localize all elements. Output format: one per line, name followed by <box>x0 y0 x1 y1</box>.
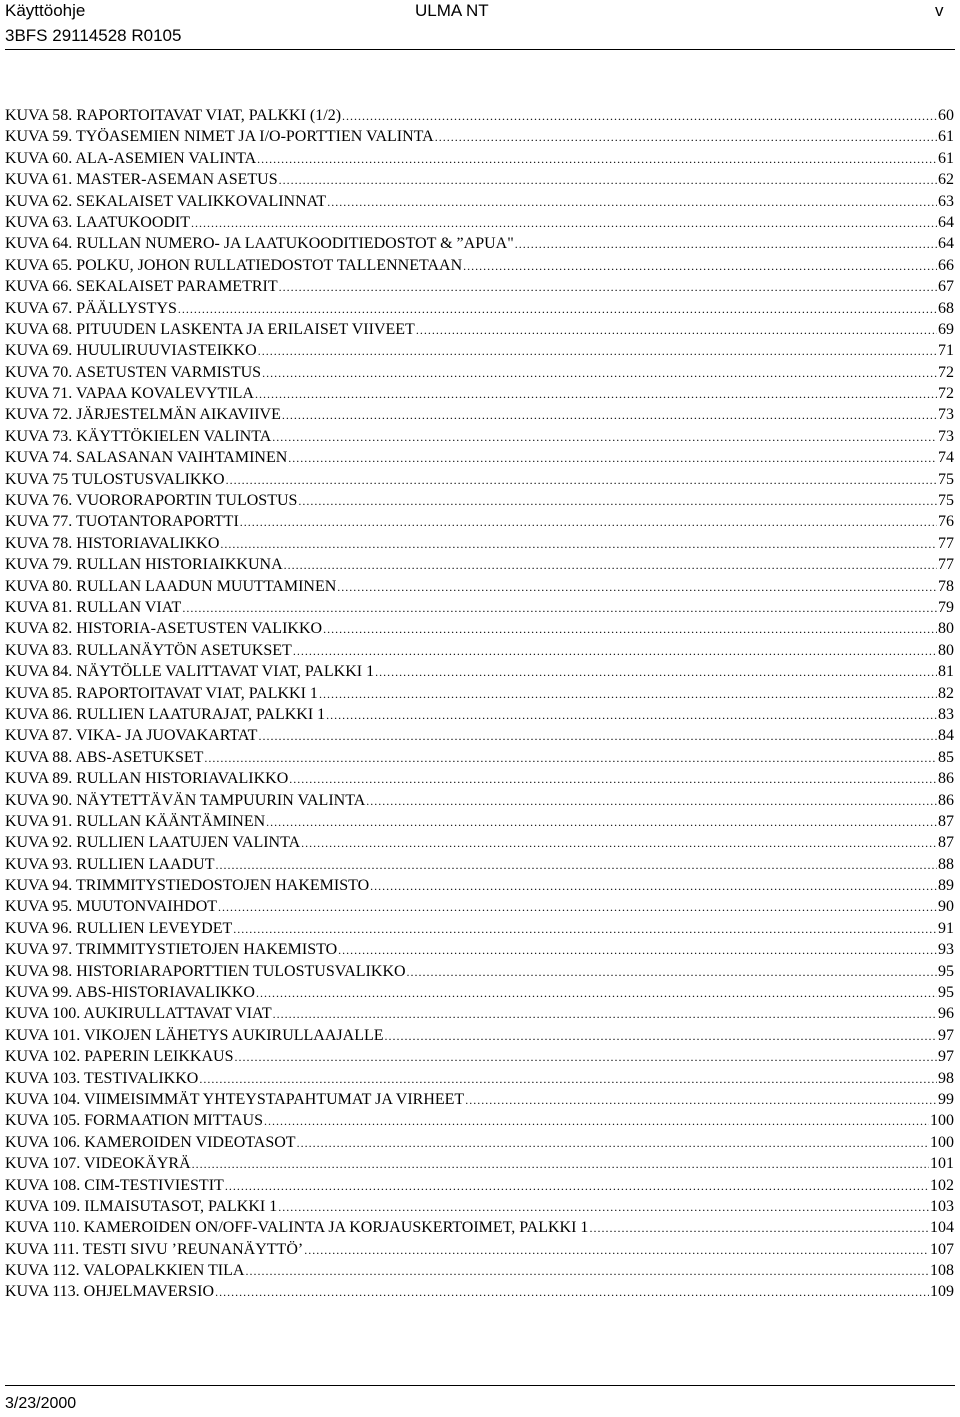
toc-entry[interactable] <box>5 576 954 597</box>
toc-entry[interactable] <box>5 148 954 169</box>
toc-entry[interactable] <box>5 362 954 383</box>
toc-entry-page: 60 <box>938 107 954 124</box>
toc-entry-title: KUVA 99. ABS-HISTORIAVALIKKO <box>5 984 255 1002</box>
toc-entry[interactable] <box>5 1239 954 1260</box>
toc-entry-page: 77 <box>938 556 954 574</box>
toc-dot-leader <box>218 897 937 918</box>
toc-entry[interactable] <box>5 426 954 447</box>
toc-dot-leader <box>234 1047 937 1068</box>
toc-entry-title: KUVA 78. HISTORIAVALIKKO <box>5 534 220 552</box>
toc-entry[interactable] <box>5 961 954 982</box>
toc-entry-page: 83 <box>938 705 954 723</box>
toc-dot-leader <box>264 1111 929 1132</box>
toc-entry-title: KUVA 93. RULLIEN LAADUT <box>5 855 215 873</box>
toc-entry-title: KUVA 79. RULLAN HISTORIAIKKUNA <box>5 556 283 574</box>
toc-entry-title: KUVA 102. PAPERIN LEIKKAUS <box>5 1048 234 1066</box>
toc-entry-title: KUVA 103. TESTIVALIKKO <box>5 1069 199 1087</box>
toc-dot-leader <box>342 106 937 127</box>
toc-entry-title: KUVA 113. OHJELMAVERSIO <box>5 1283 215 1301</box>
toc-entry-page: 81 <box>938 663 954 681</box>
toc-dot-leader <box>326 705 937 726</box>
toc-dot-leader <box>272 427 937 448</box>
toc-entry[interactable] <box>5 597 954 618</box>
footer-divider <box>5 1385 955 1386</box>
page-header <box>5 0 955 50</box>
toc-dot-leader <box>266 812 937 833</box>
toc-entry-page: 62 <box>938 171 954 189</box>
toc-dot-leader <box>298 491 937 512</box>
header-divider <box>5 49 955 50</box>
toc-dot-leader <box>416 320 937 341</box>
toc-entry-page: 87 <box>938 812 954 830</box>
toc-entry-title: KUVA 100. AUKIRULLATTAVAT VIAT <box>5 1005 272 1023</box>
toc-entry-page: 98 <box>938 1069 954 1087</box>
toc-entry-page: 66 <box>938 256 954 274</box>
toc-dot-leader <box>385 1026 937 1047</box>
toc-entry-title: KUVA 58. RAPORTOITAVAT VIAT, PALKKI (1/2) <box>5 107 342 124</box>
toc-entry-page: 107 <box>930 1240 954 1258</box>
toc-entry-title: KUVA 112. VALOPALKKIEN TILA <box>5 1262 245 1280</box>
toc-dot-leader <box>178 299 937 320</box>
toc-entry[interactable] <box>5 255 954 276</box>
toc-entry-title: KUVA 60. ALA-ASEMIEN VALINTA <box>5 149 257 167</box>
toc-entry-page: 95 <box>938 984 954 1002</box>
toc-entry-page: 91 <box>938 919 954 937</box>
toc-dot-leader <box>256 983 937 1004</box>
toc-entry-page: 80 <box>938 620 954 638</box>
toc-entry-title: KUVA 83. RULLANÄYTÖN ASETUKSET <box>5 641 292 659</box>
toc-entry-title: KUVA 110. KAMEROIDEN ON/OFF-VALINTA JA KORJAUSKERTOIMET, PALKKI 1 <box>5 1219 589 1237</box>
toc-entry-page: 86 <box>938 770 954 788</box>
toc-entry-page: 90 <box>938 898 954 916</box>
toc-entry-title: KUVA 68. PITUUDEN LASKENTA JA ERILAISET VIIVEET <box>5 320 415 338</box>
toc-entry-page: 85 <box>938 748 954 766</box>
toc-dot-leader <box>289 769 937 790</box>
page-number-roman: v <box>935 1 944 20</box>
toc-entry[interactable] <box>5 811 954 832</box>
toc-entry[interactable] <box>5 875 954 896</box>
toc-entry-title: KUVA 65. POLKU, JOHON RULLATIEDOSTOT TALLENNETAAN <box>5 256 463 274</box>
toc-entry-title: KUVA 84. NÄYTÖLLE VALITTAVAT VIAT, PALKKI 1 <box>5 663 375 681</box>
toc-dot-leader <box>258 726 937 747</box>
toc-entry-page: 93 <box>938 941 954 959</box>
document-type: Käyttöohje <box>5 1 86 20</box>
toc-dot-leader <box>240 512 937 533</box>
toc-dot-leader <box>278 1197 929 1218</box>
toc-entry-title: KUVA 96. RULLIEN LEVEYDET <box>5 919 233 937</box>
toc-entry-page: 78 <box>938 577 954 595</box>
toc-entry-page: 89 <box>938 877 954 895</box>
toc-entry-title: KUVA 104. VIIMEISIMMÄT YHTEYSTAPAHTUMAT JA VIRHEET <box>5 1090 465 1108</box>
product-name: ULMA NT <box>415 1 489 20</box>
toc-entry[interactable] <box>5 469 954 490</box>
toc-entry-title: KUVA 77. TUOTANTORAPORTTI <box>5 513 239 531</box>
toc-entry[interactable] <box>5 832 954 853</box>
toc-dot-leader <box>366 791 937 812</box>
toc-dot-leader <box>323 619 937 640</box>
toc-entry-page: 100 <box>930 1133 954 1151</box>
toc-entry[interactable] <box>5 233 954 254</box>
toc-entry[interactable] <box>5 533 954 554</box>
toc-entry-title: KUVA 86. RULLIEN LAATURAJAT, PALKKI 1 <box>5 705 326 723</box>
toc-entry-page: 100 <box>930 1112 954 1130</box>
toc-entry[interactable] <box>5 1110 954 1131</box>
toc-dot-leader <box>258 341 937 362</box>
toc-dot-leader <box>319 684 937 705</box>
toc-entry[interactable] <box>5 618 954 639</box>
toc-entry-page: 103 <box>930 1197 954 1215</box>
toc-dot-leader <box>233 919 937 940</box>
toc-entry-page: 75 <box>938 470 954 488</box>
toc-entry-page: 72 <box>938 385 954 403</box>
toc-entry-page: 68 <box>938 299 954 317</box>
toc-dot-leader <box>463 256 937 277</box>
toc-entry[interactable] <box>5 896 954 917</box>
toc-entry-title: KUVA 71. VAPAA KOVALEVYTILA <box>5 385 254 403</box>
toc-entry[interactable] <box>5 1175 954 1196</box>
toc-entry[interactable] <box>5 1196 954 1217</box>
toc-entry-title: KUVA 89. RULLAN HISTORIAVALIKKO <box>5 770 289 788</box>
toc-entry-title: KUVA 62. SEKALAISET VALIKKOVALINNAT <box>5 192 327 210</box>
toc-entry[interactable] <box>5 1281 954 1302</box>
toc-entry-title: KUVA 111. TESTI SIVU ’REUNANÄYTTÖ’ <box>5 1240 304 1258</box>
toc-entry[interactable] <box>5 768 954 789</box>
toc-entry-page: 61 <box>938 149 954 167</box>
toc-entry-page: 86 <box>938 791 954 809</box>
toc-dot-leader <box>215 1282 929 1303</box>
document-id: 3BFS 29114528 R0105 <box>5 26 182 45</box>
toc-entry[interactable] <box>5 640 954 661</box>
toc-entry[interactable] <box>5 1025 954 1046</box>
toc-dot-leader <box>182 598 937 619</box>
toc-entry-title: KUVA 69. HUULIRUUVIASTEIKKO <box>5 342 257 360</box>
toc-dot-leader <box>245 1261 929 1282</box>
toc-entry[interactable] <box>5 747 954 768</box>
toc-entry-title: KUVA 66. SEKALAISET PARAMETRIT <box>5 278 278 296</box>
toc-dot-leader <box>337 577 937 598</box>
toc-entry-title: KUVA 105. FORMAATION MITTAUS <box>5 1112 263 1130</box>
toc-entry-title: KUVA 94. TRIMMITYSTIEDOSTOJEN HAKEMISTO <box>5 877 370 895</box>
toc-entry[interactable] <box>5 725 954 746</box>
toc-entry-page: 102 <box>930 1176 954 1194</box>
toc-entry[interactable] <box>5 105 954 126</box>
toc-dot-leader <box>192 1154 929 1175</box>
toc-entry-title: KUVA 106. KAMEROIDEN VIDEOTASOT <box>5 1133 296 1151</box>
toc-entry-title: KUVA 72. JÄRJESTELMÄN AIKAVIIVE <box>5 406 281 424</box>
toc-dot-leader <box>225 1176 929 1197</box>
toc-entry-page: 73 <box>938 406 954 424</box>
toc-entry[interactable] <box>5 661 954 682</box>
toc-entry[interactable] <box>5 276 954 297</box>
toc-entry-title: KUVA 92. RULLIEN LAATUJEN VALINTA <box>5 834 301 852</box>
toc-entry-title: KUVA 76. VUORORAPORTIN TULOSTUS <box>5 492 298 510</box>
toc-entry[interactable] <box>5 683 954 704</box>
toc-dot-leader <box>262 363 937 384</box>
toc-dot-leader <box>255 384 937 405</box>
toc-entry-page: 82 <box>938 684 954 702</box>
toc-entry-title: KUVA 88. ABS-ASETUKSET <box>5 748 204 766</box>
toc-entry[interactable] <box>5 511 954 532</box>
toc-entry-title: KUVA 80. RULLAN LAADUN MUUTTAMINEN <box>5 577 337 595</box>
toc-entry-title: KUVA 101. VIKOJEN LÄHETYS AUKIRULLAAJALLE <box>5 1026 384 1044</box>
toc-dot-leader <box>375 662 937 683</box>
toc-entry-title: KUVA 64. RULLAN NUMERO- JA LAATUKOODITIEDOSTOT & ”APUA" <box>5 235 514 253</box>
toc-entry-title: KUVA 70. ASETUSTEN VARMISTUS <box>5 363 262 381</box>
toc-entry-page: 101 <box>930 1155 954 1173</box>
toc-entry-page: 96 <box>938 1005 954 1023</box>
toc-entry-page: 75 <box>938 492 954 510</box>
toc-entry[interactable] <box>5 939 954 960</box>
toc-entry-title: KUVA 107. VIDEOKÄYRÄ <box>5 1155 191 1173</box>
toc-entry[interactable] <box>5 1089 954 1110</box>
toc-entry-page: 97 <box>938 1048 954 1066</box>
toc-entry-page: 77 <box>938 534 954 552</box>
toc-dot-leader <box>204 748 937 769</box>
toc-entry[interactable] <box>5 490 954 511</box>
toc-dot-leader <box>199 1069 937 1090</box>
toc-entry-page: 109 <box>930 1283 954 1301</box>
toc-entry-title: KUVA 95. MUUTONVAIHDOT <box>5 898 218 916</box>
toc-entry-title: KUVA 85. RAPORTOITAVAT VIAT, PALKKI 1 <box>5 684 318 702</box>
toc-entry-page: 80 <box>938 641 954 659</box>
toc-dot-leader <box>282 405 937 426</box>
toc-entry[interactable] <box>5 854 954 875</box>
toc-dot-leader <box>304 1240 929 1261</box>
toc-entry-title: KUVA 109. ILMAISUTASOT, PALKKI 1 <box>5 1197 278 1215</box>
toc-entry[interactable] <box>5 169 954 190</box>
toc-dot-leader <box>297 1133 929 1154</box>
toc-entry[interactable] <box>5 319 954 340</box>
toc-entry-page: 87 <box>938 834 954 852</box>
toc-dot-leader <box>273 1004 937 1025</box>
toc-entry-page: 84 <box>938 727 954 745</box>
toc-entry[interactable] <box>5 212 954 233</box>
toc-entry-page: 67 <box>938 278 954 296</box>
toc-entry-title: KUVA 59. TYÖASEMIEN NIMET JA I/O-PORTTIEN VALINTA <box>5 128 434 146</box>
toc-entry[interactable] <box>5 340 954 361</box>
toc-entry-title: KUVA 81. RULLAN VIAT <box>5 598 182 616</box>
toc-entry-page: 71 <box>938 342 954 360</box>
toc-entry[interactable] <box>5 1217 954 1238</box>
toc-entry-page: 61 <box>938 128 954 146</box>
toc-entry-page: 79 <box>938 598 954 616</box>
toc-dot-leader <box>288 448 937 469</box>
toc-entry[interactable] <box>5 1153 954 1174</box>
toc-dot-leader <box>215 855 937 876</box>
toc-entry-title: KUVA 73. KÄYTTÖKIELEN VALINTA <box>5 427 272 445</box>
footer-date: 3/23/2000 <box>5 1395 77 1412</box>
toc-entry-page: 108 <box>930 1262 954 1280</box>
toc-dot-leader <box>279 170 937 191</box>
toc-dot-leader <box>327 192 937 213</box>
toc-entry-page: 73 <box>938 427 954 445</box>
toc-entry[interactable] <box>5 1132 954 1153</box>
toc-entry-title: KUVA 67. PÄÄLLYSTYS <box>5 299 177 317</box>
toc-dot-leader <box>220 534 937 555</box>
toc-dot-leader <box>465 1090 937 1111</box>
toc-dot-leader <box>515 234 937 255</box>
toc-entry-title: KUVA 75 TULOSTUSVALIKKO <box>5 470 225 488</box>
toc-entry-title: KUVA 87. VIKA- JA JUOVAKARTAT <box>5 727 258 745</box>
toc-entry[interactable] <box>5 918 954 939</box>
toc-entry-page: 97 <box>938 1026 954 1044</box>
toc-entry-page: 76 <box>938 513 954 531</box>
table-of-figures <box>5 105 954 1303</box>
toc-entry-page: 69 <box>938 320 954 338</box>
toc-entry-page: 74 <box>938 449 954 467</box>
toc-entry-title: KUVA 91. RULLAN KÄÄNTÄMINEN <box>5 812 266 830</box>
toc-dot-leader <box>370 876 937 897</box>
toc-entry-title: KUVA 97. TRIMMITYSTIETOJEN HAKEMISTO <box>5 941 338 959</box>
toc-entry-page: 88 <box>938 855 954 873</box>
toc-entry[interactable] <box>5 1046 954 1067</box>
toc-dot-leader <box>589 1218 929 1239</box>
toc-dot-leader <box>435 127 937 148</box>
toc-dot-leader <box>407 962 937 983</box>
toc-entry-title: KUVA 98. HISTORIARAPORTTIEN TULOSTUSVALIKKO <box>5 962 406 980</box>
toc-dot-leader <box>279 277 937 298</box>
toc-entry[interactable] <box>5 704 954 725</box>
toc-entry[interactable] <box>5 383 954 404</box>
toc-entry[interactable] <box>5 982 954 1003</box>
toc-dot-leader <box>226 470 937 491</box>
toc-dot-leader <box>284 555 937 576</box>
toc-entry-page: 72 <box>938 363 954 381</box>
toc-entry[interactable] <box>5 447 954 468</box>
toc-entry-page: 64 <box>938 235 954 253</box>
toc-entry-page: 64 <box>938 213 954 231</box>
toc-entry-page: 99 <box>938 1090 954 1108</box>
toc-entry[interactable] <box>5 1260 954 1281</box>
toc-dot-leader <box>338 940 937 961</box>
toc-entry[interactable] <box>5 191 954 212</box>
toc-entry[interactable] <box>5 298 954 319</box>
toc-entry[interactable] <box>5 126 954 147</box>
toc-entry-title: KUVA 61. MASTER-ASEMAN ASETUS <box>5 171 278 189</box>
toc-entry-title: KUVA 63. LAATUKOODIT <box>5 213 191 231</box>
toc-dot-leader <box>257 149 937 170</box>
toc-entry-page: 104 <box>930 1219 954 1237</box>
toc-dot-leader <box>191 213 937 234</box>
header-line <box>5 1 955 23</box>
toc-entry[interactable] <box>5 790 954 811</box>
toc-entry[interactable] <box>5 404 954 425</box>
toc-entry-page: 95 <box>938 962 954 980</box>
toc-dot-leader <box>301 833 937 854</box>
toc-entry-title: KUVA 90. NÄYTETTÄVÄN TAMPUURIN VALINTA <box>5 791 366 809</box>
toc-dot-leader <box>293 641 937 662</box>
toc-entry-title: KUVA 74. SALASANAN VAIHTAMINEN <box>5 449 288 467</box>
toc-entry[interactable] <box>5 1068 954 1089</box>
toc-entry[interactable] <box>5 1003 954 1024</box>
toc-entry-page: 63 <box>938 192 954 210</box>
toc-entry-title: KUVA 82. HISTORIA-ASETUSTEN VALIKKO <box>5 620 323 638</box>
toc-entry[interactable] <box>5 554 954 575</box>
toc-entry-title: KUVA 108. CIM-TESTIVIESTIT <box>5 1176 224 1194</box>
